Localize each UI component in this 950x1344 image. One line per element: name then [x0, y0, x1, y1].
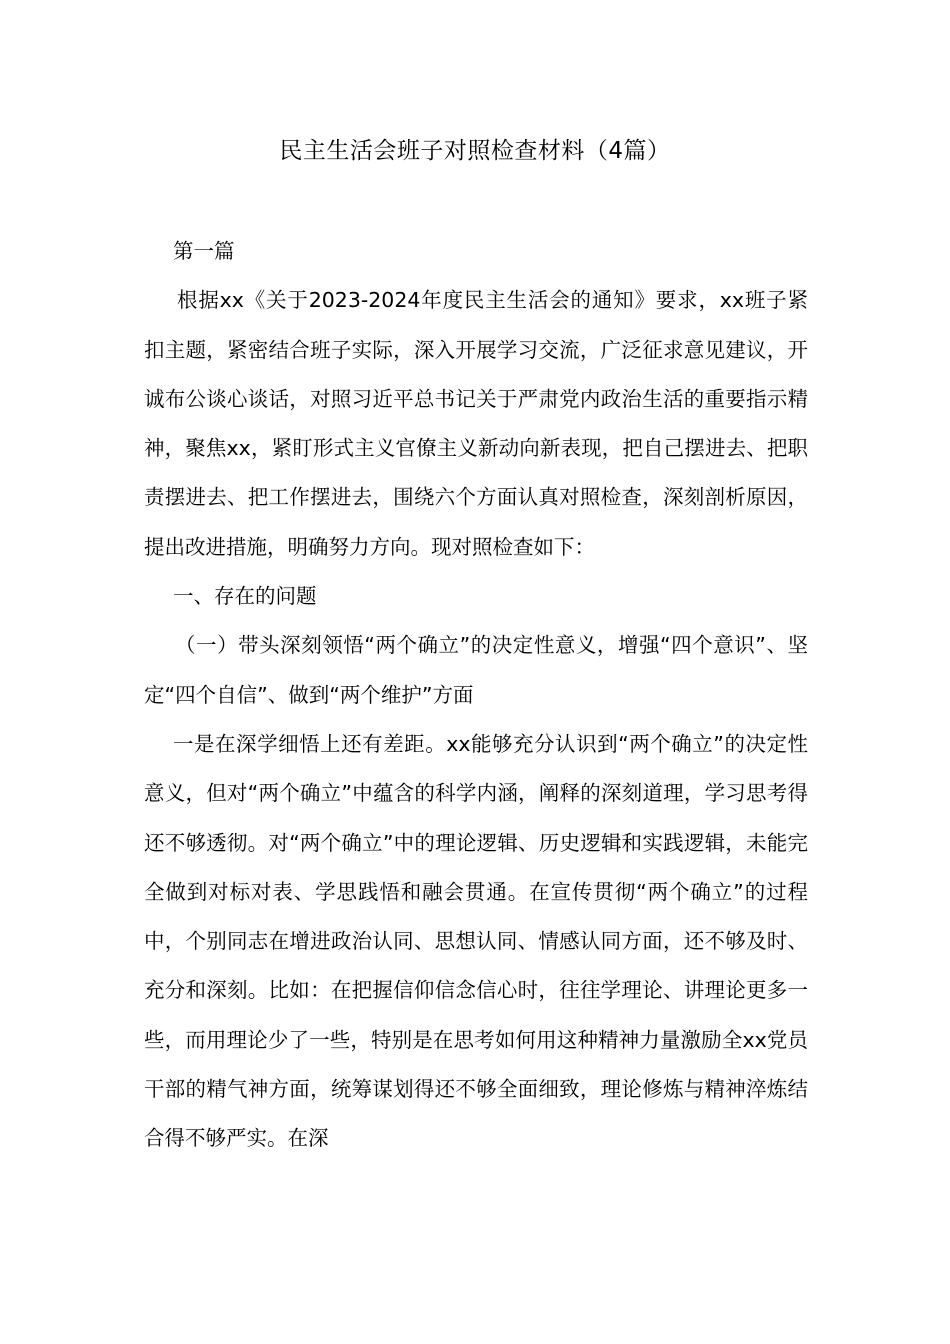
- document-body: [144, 227, 808, 1164]
- subheading-two-establishes: （一）带头深刻领悟“两个确立”的决定性意义，增强“四个意识”、坚定“四个自信”、做到“两个维护”方面: [144, 633, 808, 707]
- paragraph-study-gap: 一是在深学细悟上还有差距。xx能够充分认识到“两个确立”的决定性意义，但对“两个确立”中蕴含的科学内涵，阐释的深刻道理，学习思考得还不够透彻。对“两个确立”中的理论逻辑、历史逻辑和实践逻辑，未能完全做到对标对表、学思践悟和融会贯通。在宣传贯彻“两个确立”的过程中，个别同志在增进政治认同、思想认同、情感认同方面，还不够及时、充分和深刻。比如：在把握信仰信念信心时，往往学理论、讲理论更多一些，而用理论少了一些，特别是在思考如何用这种精神力量激励全xx党员干部的精气神方面，统筹谋划得还不够全面细致，理论修炼与精神淬炼结合得不够严实。在深: [144, 731, 808, 1151]
- document-title: 民主生活会班子对照检查材料（4篇）: [279, 138, 671, 164]
- intro-paragraph: 根据xx《关于2023-2024年度民主生活会的通知》要求，xx班子紧扣主题，紧密结合班子实际，深入开展学习交流，广泛征求意见建议，开诚布公谈心谈话，对照习近平总书记关于严肃党内政治生活的重要指示精神，聚焦xx，紧盯形式主义官僚主义新动向新表现，把自己摆进去、把职责摆进去、把工作摆进去，围绕六个方面认真对照检查，深刻剖析原因，提出改进措施，明确努力方向。现对照检查如下：: [144, 288, 808, 559]
- heading-problems: 一、存在的问题: [173, 584, 317, 609]
- section-label: 第一篇: [173, 239, 235, 263]
